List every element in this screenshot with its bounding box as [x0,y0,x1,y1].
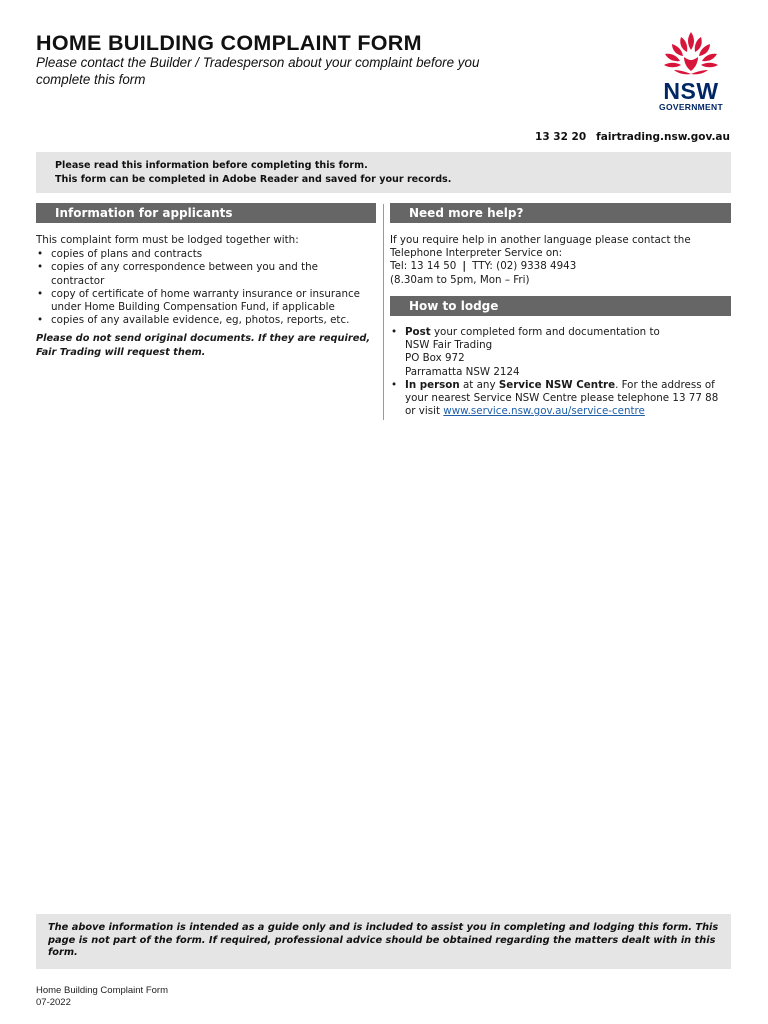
tel-number: Tel: 13 14 50 [390,260,457,273]
address-line: Parramatta NSW 2124 [405,365,520,378]
help-section [390,234,731,287]
page-footer [36,985,168,1008]
interpreter-contacts [390,260,731,273]
required-documents-list [36,248,371,327]
original-documents-warning: Please do not send original documents. If they are required, Fair Trading will request them. [36,333,371,358]
column-divider [383,204,384,420]
applicants-intro: This complaint form must be lodged together with: [36,234,299,246]
footer-date: 07-2022 [36,996,71,1008]
post-label: Post [405,326,431,338]
list-item: • copy of certificate of home warranty insurance or insurance under Home Building Compensation Fund, if applicable [36,288,371,314]
in-person-label: In person [405,378,460,391]
in-person-text: at any [459,378,499,391]
contact-separator: | [462,260,467,273]
post-text: your completed form and documentation to [430,326,660,338]
lodge-methods-list [390,326,731,418]
service-hours: (8.30am to 5pm, Mon – Fri) [390,273,530,286]
disclaimer-box: The above information is intended as a guide only and is included to assist you in completing and lodging this form. This page is not part of the form. If required, professional advice should be obtained regarding the matters dealt with in this form. [36,914,731,969]
logo-government-text: GOVERNMENT [659,102,723,112]
notice-line-1: Please read this information before completing this form. [55,160,368,171]
help-intro: If you require help in another language please contact the Telephone Interpreter Service on: [390,234,691,260]
page-title: HOME BUILDING COMPLAINT FORM [36,31,422,55]
applicants-heading: Information for applicants [36,203,376,223]
lodge-heading: How to lodge [390,296,731,316]
applicants-section [36,234,371,359]
help-heading: Need more help? [390,203,731,223]
logo-nsw-text: NSW [663,78,719,104]
service-centre-link[interactable]: www.service.nsw.gov.au/service-centre [443,405,645,418]
lodge-section [390,326,731,418]
list-item: • copies of any available evidence, eg, photos, reports, etc. [36,314,371,327]
waratah-flower-icon [648,30,734,78]
footer-doc-name: Home Building Complaint Form [36,985,168,996]
address-line: NSW Fair Trading [405,339,493,352]
nsw-government-logo [648,30,734,114]
list-item: • copies of any correspondence between you and the contractor [36,261,371,287]
service-centre-label: Service NSW Centre [498,378,616,391]
info-notice-box [36,152,731,193]
address-line: PO Box 972 [405,352,465,365]
contact-phone: 13 32 20 [535,131,587,143]
notice-line-2: This form can be completed in Adobe Reader and saved for your records. [55,173,452,185]
lodge-in-person [390,379,731,419]
tty-number: TTY: (02) 9338 4943 [472,260,577,273]
lodge-by-post [390,326,731,379]
list-item: • copies of plans and contracts [36,248,371,261]
in-person-text-2: . For the address of your nearest Service NSW Centre please telephone 13 77 88 or visit [405,378,719,418]
page-subtitle: Please contact the Builder / Tradesperson about your complaint before you complete this form [36,55,480,87]
contact-website[interactable]: fairtrading.nsw.gov.au [596,131,730,143]
contact-line [535,131,730,143]
